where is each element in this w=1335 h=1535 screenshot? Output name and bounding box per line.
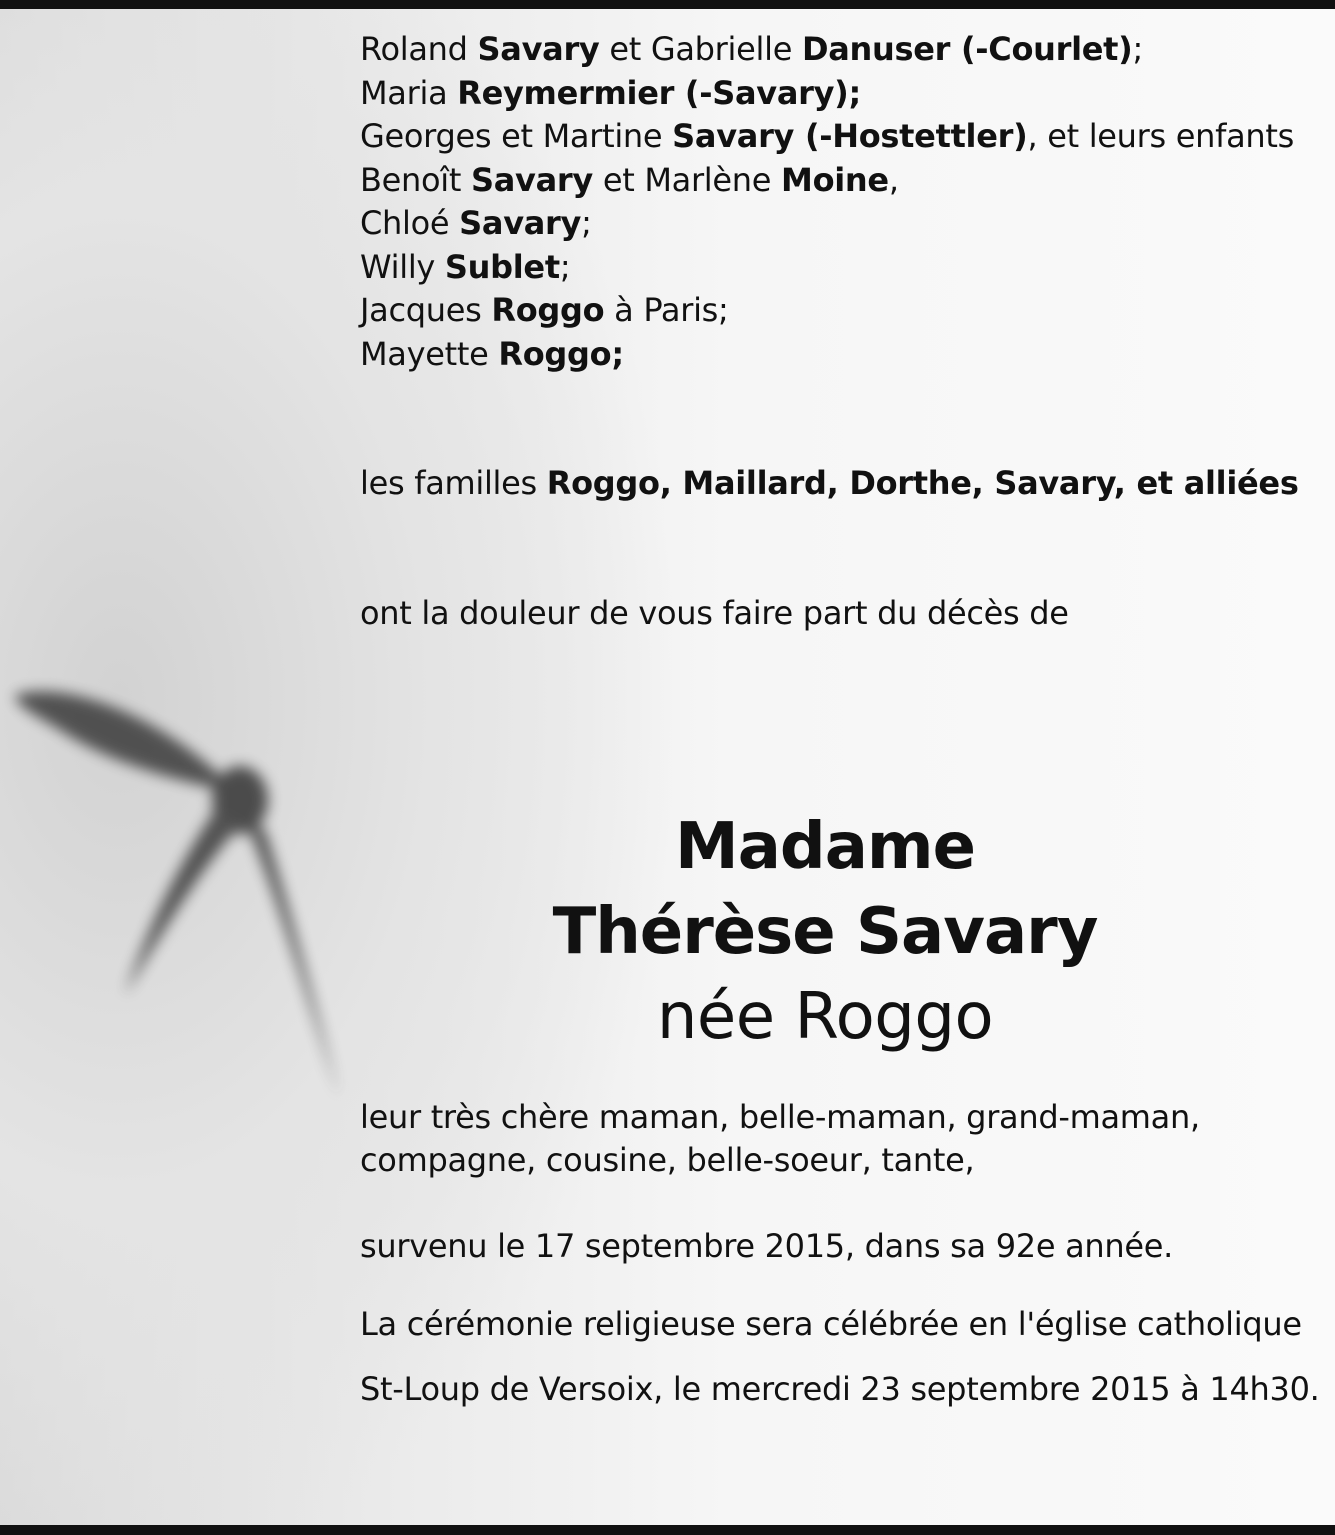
family-text: Jacques	[360, 291, 492, 329]
family-name: Roggo	[491, 291, 605, 329]
bird-tail	[245, 820, 340, 1100]
family-line	[360, 159, 1294, 203]
family-text: à Paris;	[604, 291, 729, 329]
flying-bird-image	[0, 660, 360, 1130]
family-text: Chloé	[360, 204, 460, 242]
family-line	[360, 202, 1294, 246]
bird-left-wing	[15, 691, 245, 795]
family-line	[360, 28, 1294, 72]
bottom-border	[0, 1525, 1335, 1535]
deceased-name-block	[360, 805, 1290, 1060]
family-name: Danuser (-Courlet)	[801, 30, 1133, 68]
family-line	[360, 289, 1294, 333]
family-list	[360, 28, 1294, 376]
family-text: Roland	[360, 30, 478, 68]
family-line	[360, 115, 1294, 159]
family-name: Savary	[477, 30, 600, 68]
top-border	[0, 0, 1335, 9]
family-name: Savary (-Hostettler)	[672, 117, 1028, 155]
relations-line-1: leur très chère maman, belle-maman, grand-maman,	[360, 1098, 1200, 1136]
family-text: ;	[559, 247, 571, 286]
relations-line-2: compagne, cousine, belle-soeur, tante,	[360, 1141, 975, 1179]
family-text: ;	[581, 204, 592, 242]
family-name: Savary	[459, 204, 582, 242]
families-names: Roggo, Maillard, Dorthe, Savary, et alliées	[546, 464, 1299, 502]
family-name: Roggo;	[498, 334, 624, 373]
family-text: , et leurs enfants	[1027, 117, 1295, 155]
family-name: Reymermier (-Savary);	[457, 73, 861, 112]
deceased-maiden-name: née Roggo	[656, 980, 994, 1054]
deceased-name: Thérèse Savary	[552, 895, 1098, 969]
deceased-title: Madame	[675, 810, 975, 884]
family-text: Georges et Martine	[360, 117, 673, 155]
announcement-intro: ont la douleur de vous faire part du décès de	[360, 594, 1069, 632]
family-text: Willy	[360, 247, 445, 286]
family-line	[360, 72, 1294, 116]
family-text: ;	[1132, 30, 1143, 68]
family-text: Mayette	[360, 334, 499, 373]
family-name: Moine	[781, 160, 889, 199]
family-text: et Gabrielle	[599, 30, 802, 68]
family-text: Maria	[360, 73, 458, 112]
families-prefix: les familles	[360, 464, 547, 502]
family-name: Savary	[471, 160, 593, 199]
family-text: Benoît	[360, 160, 472, 199]
ceremony-line-1: La cérémonie religieuse sera célébrée en l'église catholique	[360, 1305, 1302, 1343]
family-line	[360, 333, 1294, 377]
death-date-line: survenu le 17 septembre 2015, dans sa 92e année.	[360, 1227, 1173, 1265]
family-name: Sublet	[444, 247, 560, 286]
family-line	[360, 246, 1294, 290]
families-line	[360, 462, 1299, 506]
bird-lower-wing	[125, 810, 240, 995]
family-text: et Marlène	[592, 160, 782, 199]
family-text: ,	[888, 160, 899, 199]
ceremony-line-2: St-Loup de Versoix, le mercredi 23 septembre 2015 à 14h30.	[360, 1370, 1320, 1408]
